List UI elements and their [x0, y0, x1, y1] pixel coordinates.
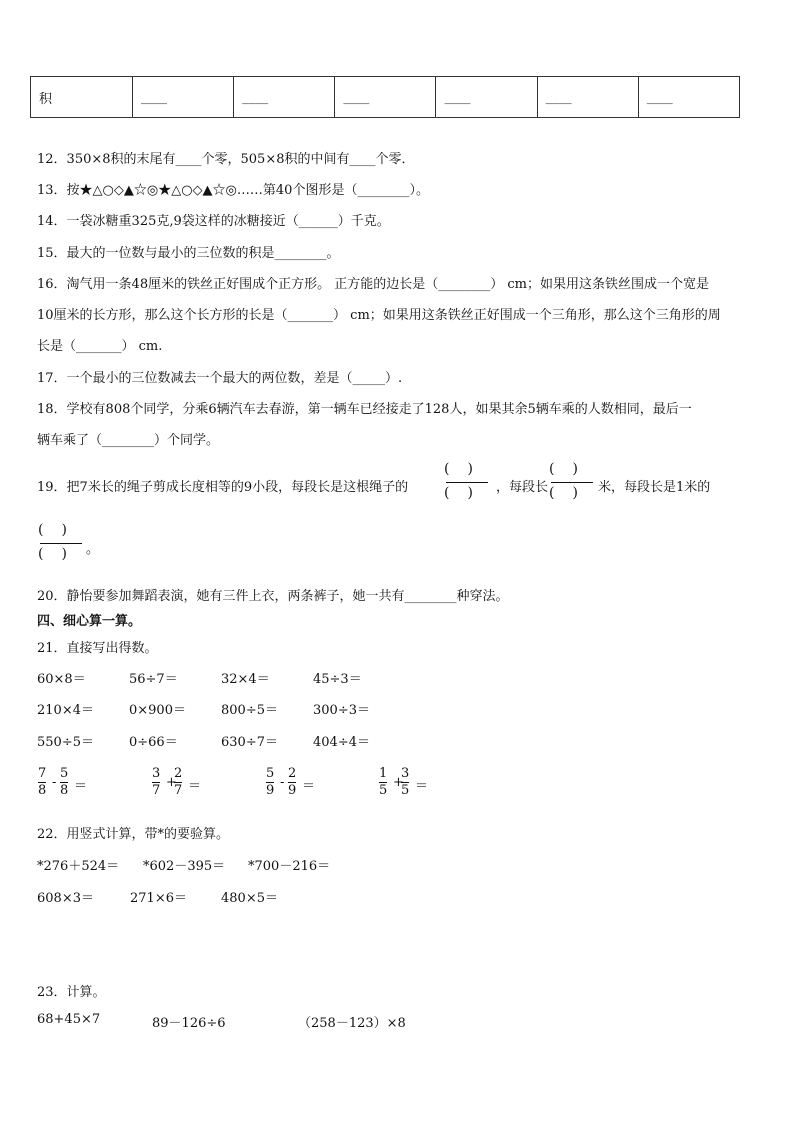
calc-item: 68+45×7: [37, 1012, 101, 1027]
answer-cell-3[interactable]: ____: [335, 77, 436, 118]
calc-item: 56÷7＝: [129, 672, 178, 687]
fraction-blank-2[interactable]: () (): [549, 461, 596, 501]
operator: ＝: [188, 779, 202, 794]
denominator: 7: [174, 783, 183, 798]
calc-item: 45÷3＝: [313, 672, 362, 687]
row-label: 积: [31, 77, 133, 118]
numerator: 5: [266, 766, 275, 781]
calc-item: 32×4＝: [221, 672, 270, 687]
fraction: [379, 766, 387, 799]
calc-item: 60×8＝: [37, 672, 86, 687]
denominator: 8: [60, 783, 69, 798]
denominator: 7: [152, 783, 161, 798]
denominator: 5: [401, 783, 410, 798]
answer-cell-6[interactable]: ____: [638, 77, 739, 118]
question-18-line-1: 18．学校有808个同学，分乘6辆汽车去春游，第一辆车已经接走了128人，如果其余5辆车乘的人数相同，最后一: [37, 402, 692, 417]
numerator: 7: [38, 766, 47, 781]
calc-item: 210×4＝: [37, 703, 94, 718]
numerator: 5: [60, 766, 69, 781]
operator: ＝: [302, 779, 316, 794]
question-19-part-1: 19．把7米长的绳子剪成长度相等的9小段，每段长是这根绳子的: [37, 480, 409, 495]
question-16-line-1: 16．淘气用一条48厘米的铁丝正好围成个正方形。 正方能的边长是（________） cm；如果用这条铁丝围成一个宽是: [37, 277, 709, 292]
operator: +: [393, 775, 404, 790]
numerator: 3: [401, 766, 410, 781]
answer-cell-5[interactable]: ____: [537, 77, 638, 118]
calc-item: 630÷7＝: [221, 735, 278, 750]
calc-item: *700－216＝: [248, 859, 331, 874]
question-19-end: 。: [86, 542, 100, 557]
calc-item: 800÷5＝: [221, 703, 278, 718]
operator: -: [52, 775, 57, 790]
calc-item: 404÷4＝: [313, 735, 370, 750]
denominator: 8: [38, 783, 47, 798]
fraction: [288, 766, 296, 799]
question-16-line-2: 10厘米的长方形，那么这个长方形的长是（_______） cm；如果用这条铁丝正好围成一个三角形，那么这个三角形的周: [37, 308, 721, 323]
calc-item: 300÷3＝: [313, 703, 370, 718]
table-row: [31, 77, 740, 118]
question-17: 17．一个最小的三位数减去一个最大的两位数，差是（_____）.: [37, 371, 403, 386]
numerator: 1: [379, 766, 388, 781]
operator: +: [166, 775, 177, 790]
calc-item: 0×900＝: [129, 703, 186, 718]
operator: -: [280, 775, 285, 790]
fraction: [266, 766, 274, 799]
answer-cell-4[interactable]: ____: [436, 77, 537, 118]
answer-cell-2[interactable]: ____: [234, 77, 335, 118]
question-19-part-2: ，每段长: [496, 480, 549, 495]
answer-cell-1[interactable]: ____: [133, 77, 234, 118]
calc-item: （258－123）×8: [298, 1016, 406, 1031]
fraction: [60, 766, 68, 799]
calc-item: *276＋524＝: [37, 859, 120, 874]
calc-item: 608×3＝: [37, 891, 94, 906]
question-20: 20．静怡要参加舞蹈表演，她有三件上衣，两条裤子，她一共有________种穿法。: [37, 589, 509, 604]
denominator: 9: [266, 783, 275, 798]
fraction: [38, 766, 46, 799]
question-14: 14．一袋冰糖重325克,9袋这样的冰糖接近（______）千克。: [37, 214, 390, 229]
denominator: 9: [288, 783, 297, 798]
fraction: [152, 766, 160, 799]
operator: ＝: [415, 779, 429, 794]
product-table: [30, 76, 740, 118]
question-23-title: 23．计算。: [37, 985, 106, 1000]
question-16-line-3: 长是（_______） cm.: [37, 339, 163, 354]
fraction: [401, 766, 409, 799]
question-13: 13．按★△○◇▲☆◎★△○◇▲☆◎……第40个图形是（________）。: [37, 183, 429, 198]
fraction: [174, 766, 182, 799]
calc-item: 0÷66＝: [129, 735, 178, 750]
operator: ＝: [74, 779, 88, 794]
denominator: 5: [379, 783, 388, 798]
question-18-line-2: 辆车乘了（________）个同学。: [37, 433, 220, 448]
calc-item: 89－126÷6: [152, 1016, 226, 1031]
numerator: 3: [152, 766, 161, 781]
section-4-heading: 四、细心算一算。: [37, 614, 142, 629]
calc-item: 550÷5＝: [37, 735, 94, 750]
calc-item: *602－395＝: [143, 859, 226, 874]
question-12: 12．350×8积的末尾有____个零，505×8积的中间有____个零．: [37, 152, 415, 167]
numerator: 2: [288, 766, 297, 781]
question-15: 15．最大的一位数与最小的三位数的积是________。: [37, 246, 340, 261]
fraction-blank-3[interactable]: () (): [38, 522, 85, 562]
numerator: 2: [174, 766, 183, 781]
question-22-title: 22．用竖式计算，带*的要验算。: [37, 827, 230, 842]
fraction-blank-1[interactable]: () (): [444, 461, 491, 501]
calc-item: 271×6＝: [130, 891, 187, 906]
calc-item: 480×5＝: [221, 891, 278, 906]
question-19-part-3: 米，每段长是1米的: [598, 480, 711, 495]
question-21-title: 21．直接写出得数。: [37, 641, 158, 656]
